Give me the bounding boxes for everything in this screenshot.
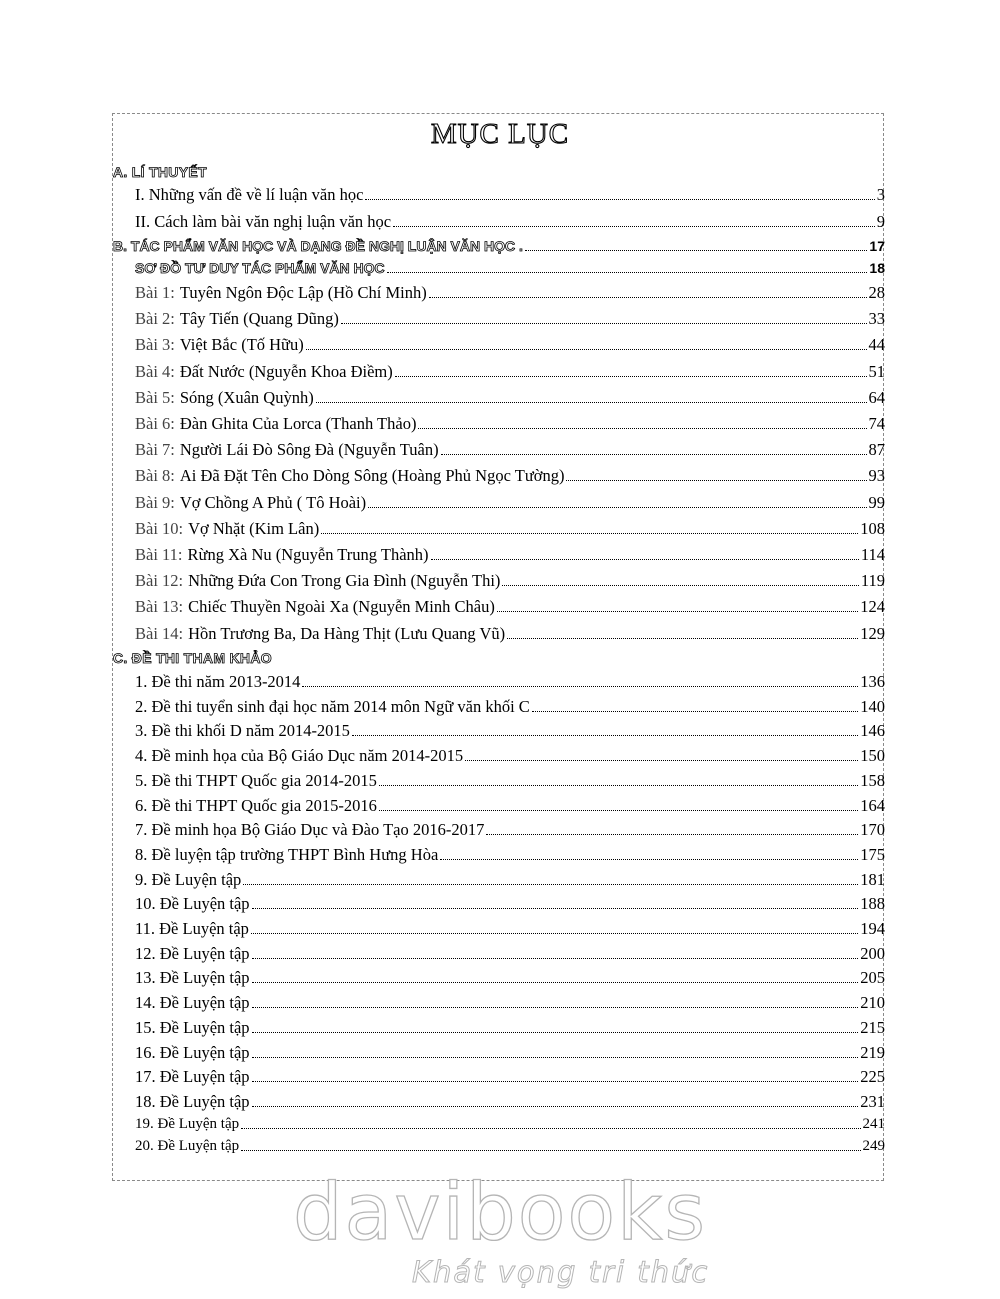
toc-row[interactable] [135,1136,885,1156]
toc-row[interactable] [135,771,885,791]
toc-leader-dots [440,859,858,860]
toc-leader-dots [321,533,858,534]
toc-row[interactable] [135,545,885,565]
toc-row[interactable] [135,721,885,741]
toc-row[interactable] [135,796,885,816]
toc-leader-dots [252,908,859,909]
toc-leader-dots [252,982,859,983]
toc-row-text: Vợ Nhặt (Kim Lân) [188,518,320,538]
toc-row-section-b[interactable] [113,236,885,256]
section-b-heading: B. TÁC PHẨM VĂN HỌC VÀ DẠNG ĐỀ NGHỊ LUẬN VĂN HỌC . [113,238,523,254]
toc-row-page: 146 [860,721,885,741]
toc-row-page: 225 [860,1067,885,1087]
toc-row-text: Vợ Chồng A Phủ ( Tô Hoài) [179,492,367,512]
toc-row[interactable] [135,1043,885,1063]
toc-row[interactable] [135,993,885,1013]
toc-row-page: 241 [862,1115,885,1132]
toc-row-page: 18 [869,260,885,276]
toc-row-page: 64 [868,387,885,407]
toc-row-text: 9. Đề Luyện tập [135,869,242,889]
toc-row[interactable] [135,283,885,303]
toc-row-text: 11. Đề Luyện tập [135,919,249,938]
toc-row-label: Bài 9: [135,492,175,512]
toc-row-text: Việt Bắc (Tố Hữu) [179,335,304,355]
toc-leader-dots [368,507,866,508]
toc-row[interactable] [135,894,885,914]
toc-leader-dots [252,958,859,959]
toc-row[interactable] [135,1114,885,1134]
toc-row-text: Tuyên Ngôn Độc Lập (Hồ Chí Minh) [179,283,427,302]
toc-leader-dots [395,376,867,377]
toc-row-page: 164 [860,795,885,815]
toc-row-page: 140 [860,696,885,716]
toc-row-text: 20. Đề Luyện tập [135,1137,240,1154]
toc-row[interactable] [135,624,885,644]
toc-row-page: 93 [868,466,885,486]
toc-row-text: 6. Đề thi THPT Quốc gia 2015-2016 [135,795,377,815]
toc-leader-dots [532,711,858,712]
toc-row-page: 51 [868,361,885,381]
toc-row-page: 181 [860,869,885,889]
toc-row-page: 249 [862,1137,885,1154]
toc-row[interactable] [135,571,885,591]
toc-row-page: 114 [860,545,885,564]
toc-row-text: 4. Đề minh họa của Bộ Giáo Dục năm 2014-2015 [135,746,464,766]
toc-row-theory-1[interactable] [135,185,885,205]
toc-row[interactable] [135,1067,885,1087]
toc-leader-dots [507,638,858,639]
toc-row-page: 99 [868,492,885,512]
toc-row-page: 28 [868,283,885,302]
toc-row-page: 170 [860,820,885,840]
toc-row-label: Bài 6: [135,414,175,433]
toc-row[interactable] [135,845,885,865]
toc-row-page: 17 [869,238,885,254]
toc-leader-dots [365,199,874,200]
toc-leader-dots [252,1106,859,1107]
toc-row-page: 87 [868,440,885,460]
toc-row-text: 10. Đề Luyện tập [135,894,250,914]
toc-row-page: 108 [860,518,885,538]
so-do-heading: SƠ ĐỒ TƯ DUY TÁC PHẨM VĂN HỌC [135,260,385,276]
toc-row-label: Bài 13: [135,597,184,617]
toc-row-page: 210 [860,993,885,1013]
toc-row-text: Đất Nước (Nguyễn Khoa Điềm) [179,361,393,381]
toc-row-text: Tây Tiến (Quang Dũng) [179,309,339,329]
toc-row-text: 5. Đề thi THPT Quốc gia 2014-2015 [135,770,377,790]
toc-row[interactable] [135,1092,885,1112]
toc-row-page: 119 [860,571,885,591]
toc-leader-dots [251,933,858,934]
toc-leader-dots [441,454,867,455]
toc-row-text: Ai Đã Đặt Tên Cho Dòng Sông (Hoàng Phủ Ngọc Tường) [179,466,565,486]
toc-leader-dots [306,349,867,350]
toc-row-label: Bài 5: [135,387,175,407]
toc-row[interactable] [135,414,885,434]
toc-row-text: I. Những vấn đề về lí luận văn học [135,185,364,204]
toc-row-text: Hồn Trương Ba, Da Hàng Thịt (Lưu Quang Vũ) [188,623,506,643]
toc-row-page: 188 [860,894,885,914]
toc-leader-dots [465,760,858,761]
toc-row-text: Người Lái Đò Sông Đà (Nguyễn Tuân) [179,440,439,460]
toc-row-so-do[interactable] [135,258,885,278]
toc-leader-dots [252,1057,859,1058]
toc-row[interactable] [135,672,885,692]
toc-row-page: 158 [860,770,885,790]
toc-row-text: 2. Đề thi tuyển sinh đại học năm 2014 môn Ngữ văn khối C [135,696,530,716]
toc-leader-dots [418,428,866,429]
toc-row-text: 7. Đề minh họa Bộ Giáo Dục và Đào Tạo 2016-2017 [135,820,485,840]
toc-row-label: Bài 11: [135,545,183,564]
toc-row[interactable] [135,493,885,513]
toc-row-text: 8. Đề luyện tập trường THPT Bình Hưng Hòa [135,844,439,864]
toc-row-page: 150 [860,746,885,766]
toc-row[interactable] [135,466,885,486]
toc-row-page: 136 [860,672,885,691]
toc-row-text: 17. Đề Luyện tập [135,1067,250,1087]
toc-row-page: 194 [860,919,885,938]
toc-row-text: 18. Đề Luyện tập [135,1091,250,1111]
toc-row-label: Bài 1: [135,283,175,302]
watermark-brand: davibooks [293,1168,707,1258]
toc-row-text: 19. Đề Luyện tập [135,1115,240,1132]
toc-row-text: II. Cách làm bài văn nghị luận văn học [135,212,392,231]
toc-row[interactable] [135,870,885,890]
toc-row-page: 129 [860,623,885,643]
toc-row-text: 15. Đề Luyện tập [135,1017,250,1037]
toc-row-page: 215 [860,1017,885,1037]
toc-leader-dots [252,1032,859,1033]
toc-row[interactable] [135,820,885,840]
toc-row-page: 205 [860,968,885,988]
toc-leader-dots [497,611,858,612]
toc-row-text: 3. Đề thi khối D năm 2014-2015 [135,721,350,741]
toc-row-page: 9 [876,212,885,231]
toc-row[interactable] [135,519,885,539]
toc-row[interactable] [135,388,885,408]
toc-row-label: Bài 8: [135,466,175,486]
toc-row-page: 175 [860,844,885,864]
toc-leader-dots [252,1007,859,1008]
toc-leader-dots [241,1128,860,1129]
page-title: MỤC LỤC [430,118,570,150]
toc-row-page: 219 [860,1042,885,1062]
toc-row-page: 124 [860,597,885,617]
toc-leader-dots [387,272,868,273]
toc-leader-dots [566,480,866,481]
toc-row-label: Bài 2: [135,309,175,329]
toc-row[interactable] [135,335,885,355]
toc-leader-dots [341,323,867,324]
toc-leader-dots [502,585,858,586]
toc-row-label: Bài 4: [135,361,175,381]
toc-leader-dots [241,1150,860,1151]
toc-row-page: 44 [868,335,885,355]
toc-leader-dots [316,402,867,403]
toc-row-text: 14. Đề Luyện tập [135,993,250,1013]
toc-row-text: Rừng Xà Nu (Nguyễn Trung Thành) [187,545,429,564]
toc-row[interactable] [135,440,885,460]
toc-leader-dots [525,250,868,251]
toc-row-text: 13. Đề Luyện tập [135,968,250,988]
toc-row-text: Những Đứa Con Trong Gia Đình (Nguyễn Thi) [188,571,501,591]
toc-row-page: 231 [860,1091,885,1111]
toc-row-text: 12. Đề Luyện tập [135,943,250,963]
toc-row-page: 74 [868,414,885,433]
toc-leader-dots [243,884,858,885]
toc-leader-dots [379,810,858,811]
toc-row-label: Bài 14: [135,623,184,643]
toc-leader-dots [379,785,858,786]
toc-row[interactable] [135,968,885,988]
toc-leader-dots [393,226,875,227]
toc-row-page: 3 [876,185,885,204]
toc-row[interactable] [135,746,885,766]
toc-row-label: Bài 3: [135,335,175,355]
toc-row[interactable] [135,309,885,329]
toc-row-page: 33 [868,309,885,329]
toc-leader-dots [429,297,867,298]
toc-leader-dots [431,559,859,560]
toc-row-label: Bài 10: [135,518,184,538]
toc-leader-dots [352,735,858,736]
toc-row-text: Chiếc Thuyền Ngoài Xa (Nguyễn Minh Châu) [188,597,495,617]
toc-row[interactable] [135,944,885,964]
section-a-heading: A. LÍ THUYẾT [113,164,207,180]
toc-row[interactable] [135,362,885,382]
toc-row[interactable] [135,919,885,939]
toc-row-theory-2[interactable] [135,212,885,232]
toc-row-text: Sóng (Xuân Quỳnh) [179,387,314,407]
toc-row[interactable] [135,597,885,617]
toc-row-label: Bài 12: [135,571,184,591]
toc-row[interactable] [135,697,885,717]
toc-row-text: Đàn Ghita Của Lorca (Thanh Thảo) [179,414,417,433]
watermark-slogan: Khát vọng tri thức [412,1255,710,1289]
section-c-heading: C. ĐỀ THI THAM KHẢO [113,650,272,666]
toc-leader-dots [302,686,858,687]
toc-row[interactable] [135,1018,885,1038]
toc-row-text: 16. Đề Luyện tập [135,1042,250,1062]
toc-row-page: 200 [860,943,885,963]
toc-leader-dots [486,834,858,835]
toc-leader-dots [252,1081,859,1082]
toc-row-text: 1. Đề thi năm 2013-2014 [135,672,301,691]
toc-row-label: Bài 7: [135,440,175,460]
